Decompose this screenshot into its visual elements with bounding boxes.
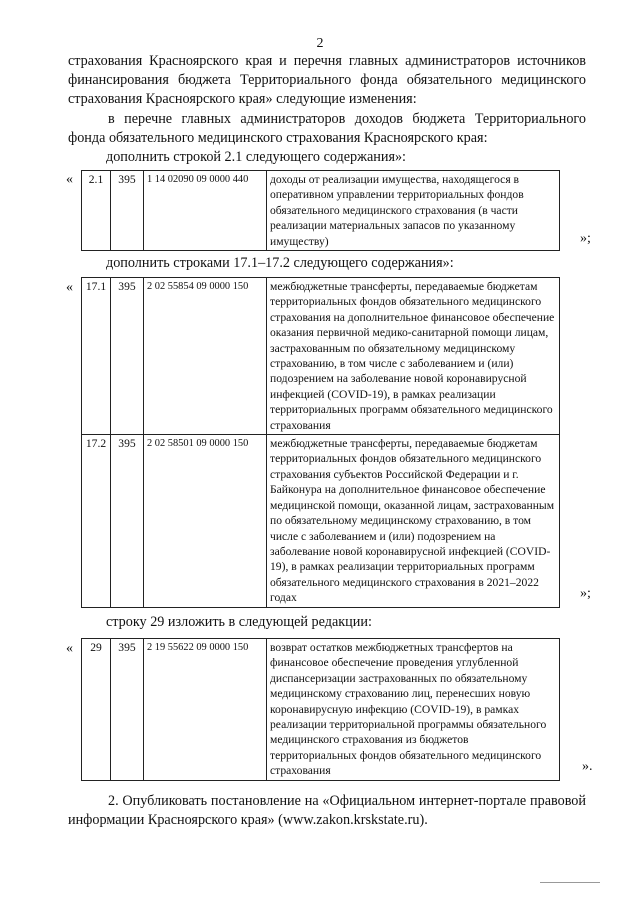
row-number: 2.1 [82, 171, 111, 251]
table1-quote-close: »; [580, 231, 591, 246]
table3 [81, 638, 560, 781]
table3-quote-open: « [66, 641, 73, 656]
classification-code: 1 14 02090 09 0000 440 [144, 171, 267, 251]
row-description: межбюджетные трансферты, передаваемые бюджетам территориальных фондов обязательного медицинского страхования на дополнительное финансовое обеспечение оказания первичной медико-санитарной помощи лицам, застрахованным по обязательному медицинскому страхованию, в том числе с заболеванием и (или) подозрением на заболевание новой коронавирусной инфекцией (COVID-19), в рамках реализации территориальных программ обязательного медицинского страхования [267, 278, 560, 435]
table2-lead-in: дополнить строками 17.1–17.2 следующего содержания»: [106, 255, 454, 271]
table3-quote-close: ». [582, 759, 593, 774]
row-number: 17.1 [82, 278, 111, 435]
table-row [82, 639, 560, 781]
admin-code: 395 [111, 278, 144, 435]
footer-rule [540, 882, 600, 883]
classification-code: 2 02 55854 09 0000 150 [144, 278, 267, 435]
admin-code: 395 [111, 171, 144, 251]
table-row [82, 435, 560, 607]
table-row [82, 278, 560, 435]
admin-code: 395 [111, 435, 144, 607]
row-description: доходы от реализации имущества, находящегося в оперативном управлении территориальных фондов обязательного медицинского страхования (в части реализации материальных запасов по указанному имуществу) [267, 171, 560, 251]
admin-code: 395 [111, 639, 144, 781]
row-description: возврат остатков межбюджетных трансфертов на финансовое обеспечение проведения углубленной диспансеризации застрахованных по обязательному медицинскому страхованию лиц, перенесших новую коронавирусную инфекцию (COVID-19), в рамках реализации территориальной программы обязательного медицинского страхования из бюджетов территориальных фондов обязательного медицинского страхования [267, 639, 560, 781]
table1-quote-open: « [66, 172, 73, 187]
table2 [81, 277, 560, 608]
table3-lead-in: строку 29 изложить в следующей редакции: [106, 614, 372, 630]
row-number: 29 [82, 639, 111, 781]
classification-code: 2 19 55622 09 0000 150 [144, 639, 267, 781]
table2-quote-open: « [66, 280, 73, 295]
publish-paragraph: 2. Опубликовать постановление на «Официальном интернет-портале правовой информации Красноярского края» (www.zakon.krskstate.ru). [68, 793, 586, 828]
intro-paragraph: страхования Красноярского края и перечня главных администраторов источников финансирования бюджета Территориального фонда обязательного медицинского страхования Красноярского края» следующие изменения: [68, 53, 586, 107]
amendment-paragraph: в перечне главных администраторов доходов бюджета Территориального фонда обязательного медицинского страхования Красноярского края: [68, 111, 586, 146]
row-number: 17.2 [82, 435, 111, 607]
classification-code: 2 02 58501 09 0000 150 [144, 435, 267, 607]
table1 [81, 170, 560, 251]
table-row [82, 171, 560, 251]
row-description: межбюджетные трансферты, передаваемые бюджетам территориальных фондов обязательного медицинского страхования субъектов Российской Федерации и г. Байконура на дополнительное финансовое обеспечение медицинской помощи, оказанной лицам, застрахованным по обязательному медицинскому страхованию, в том числе с заболеванием и (или) подозрением на заболевание новой коронавирусной инфекцией (COVID-19), в рамках реализации территориальных программ обязательного медицинского страхования в 2021–2022 годах [267, 435, 560, 607]
table2-quote-close: »; [580, 586, 591, 601]
page-number: 2 [316, 36, 324, 51]
table1-lead-in: дополнить строкой 2.1 следующего содержания»: [106, 149, 407, 165]
